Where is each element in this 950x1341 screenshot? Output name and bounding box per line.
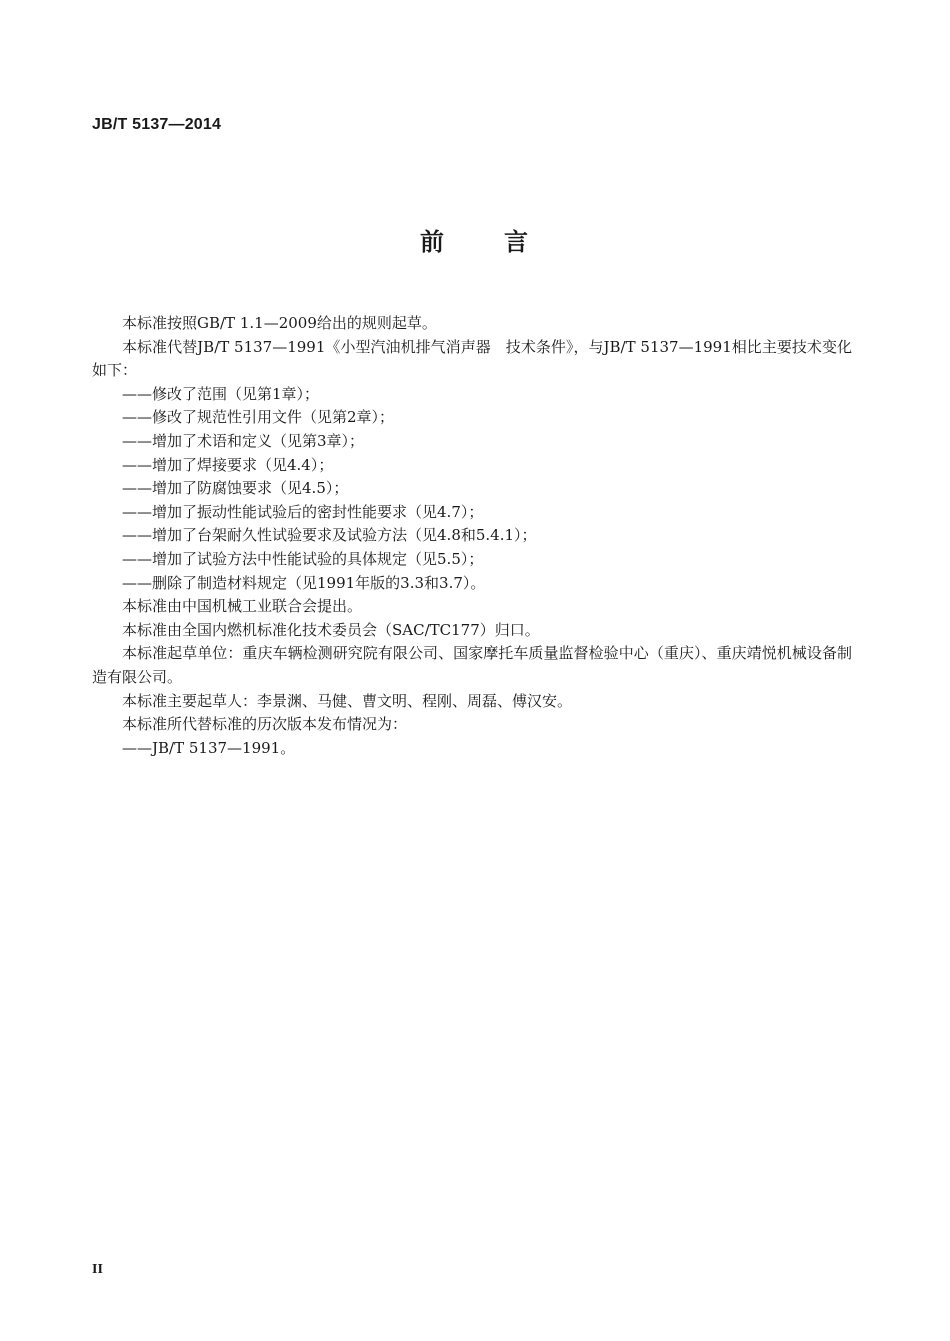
page-title — [0, 222, 950, 257]
list-item: ——增加了台架耐久性试验要求及试验方法（见4.8和5.4.1）； — [122, 526, 537, 545]
document-code: JB/T 5137—2014 — [92, 116, 222, 133]
list-item: ——增加了术语和定义（见第3章）； — [122, 431, 365, 450]
list-item: ——增加了振动性能试验后的密封性能要求（见4.7）； — [122, 502, 484, 521]
title-char-1: 前 — [420, 228, 446, 256]
foreword-body — [92, 312, 852, 760]
list-item: ——增加了防腐蚀要求（见4.5）； — [122, 479, 349, 498]
title-char-2: 言 — [504, 228, 530, 256]
paragraph-history-intro: 本标准所代替标准的历次版本发布情况为： — [122, 715, 408, 734]
paragraph-drafters: 本标准主要起草人：李景渊、马健、曹文明、程刚、周磊、傅汉安。 — [122, 691, 573, 710]
list-item: ——增加了焊接要求（见4.4）； — [122, 455, 334, 474]
list-item: ——修改了范围（见第1章）； — [122, 384, 320, 403]
history-item: ——JB/T 5137—1991。 — [122, 738, 296, 757]
page-number: II — [92, 1262, 103, 1277]
paragraph-proposer: 本标准由中国机械工业联合会提出。 — [122, 597, 363, 616]
list-item: ——修改了规范性引用文件（见第2章）； — [122, 408, 395, 427]
paragraph-committee: 本标准由全国内燃机标准化技术委员会（SAC/TC177）归口。 — [122, 620, 540, 639]
paragraph-drafting-rule: 本标准按照GB/T 1.1—2009给出的规则起草。 — [122, 314, 437, 332]
paragraph-drafting-units: 本标准起草单位：重庆车辆检测研究院有限公司、国家摩托车质量监督检验中心（重庆）、重庆靖悦机械设备制造有限公司。 — [92, 644, 852, 686]
paragraph-replacement: 本标准代替JB/T 5137—1991《小型汽油机排气消声器 技术条件》，与JB/T 5137—1991相比主要技术变化如下： — [92, 337, 852, 380]
list-item: ——删除了制造材料规定（见1991年版的3.3和3.7）。 — [122, 573, 486, 592]
list-item: ——增加了试验方法中性能试验的具体规定（见5.5）； — [122, 549, 484, 568]
